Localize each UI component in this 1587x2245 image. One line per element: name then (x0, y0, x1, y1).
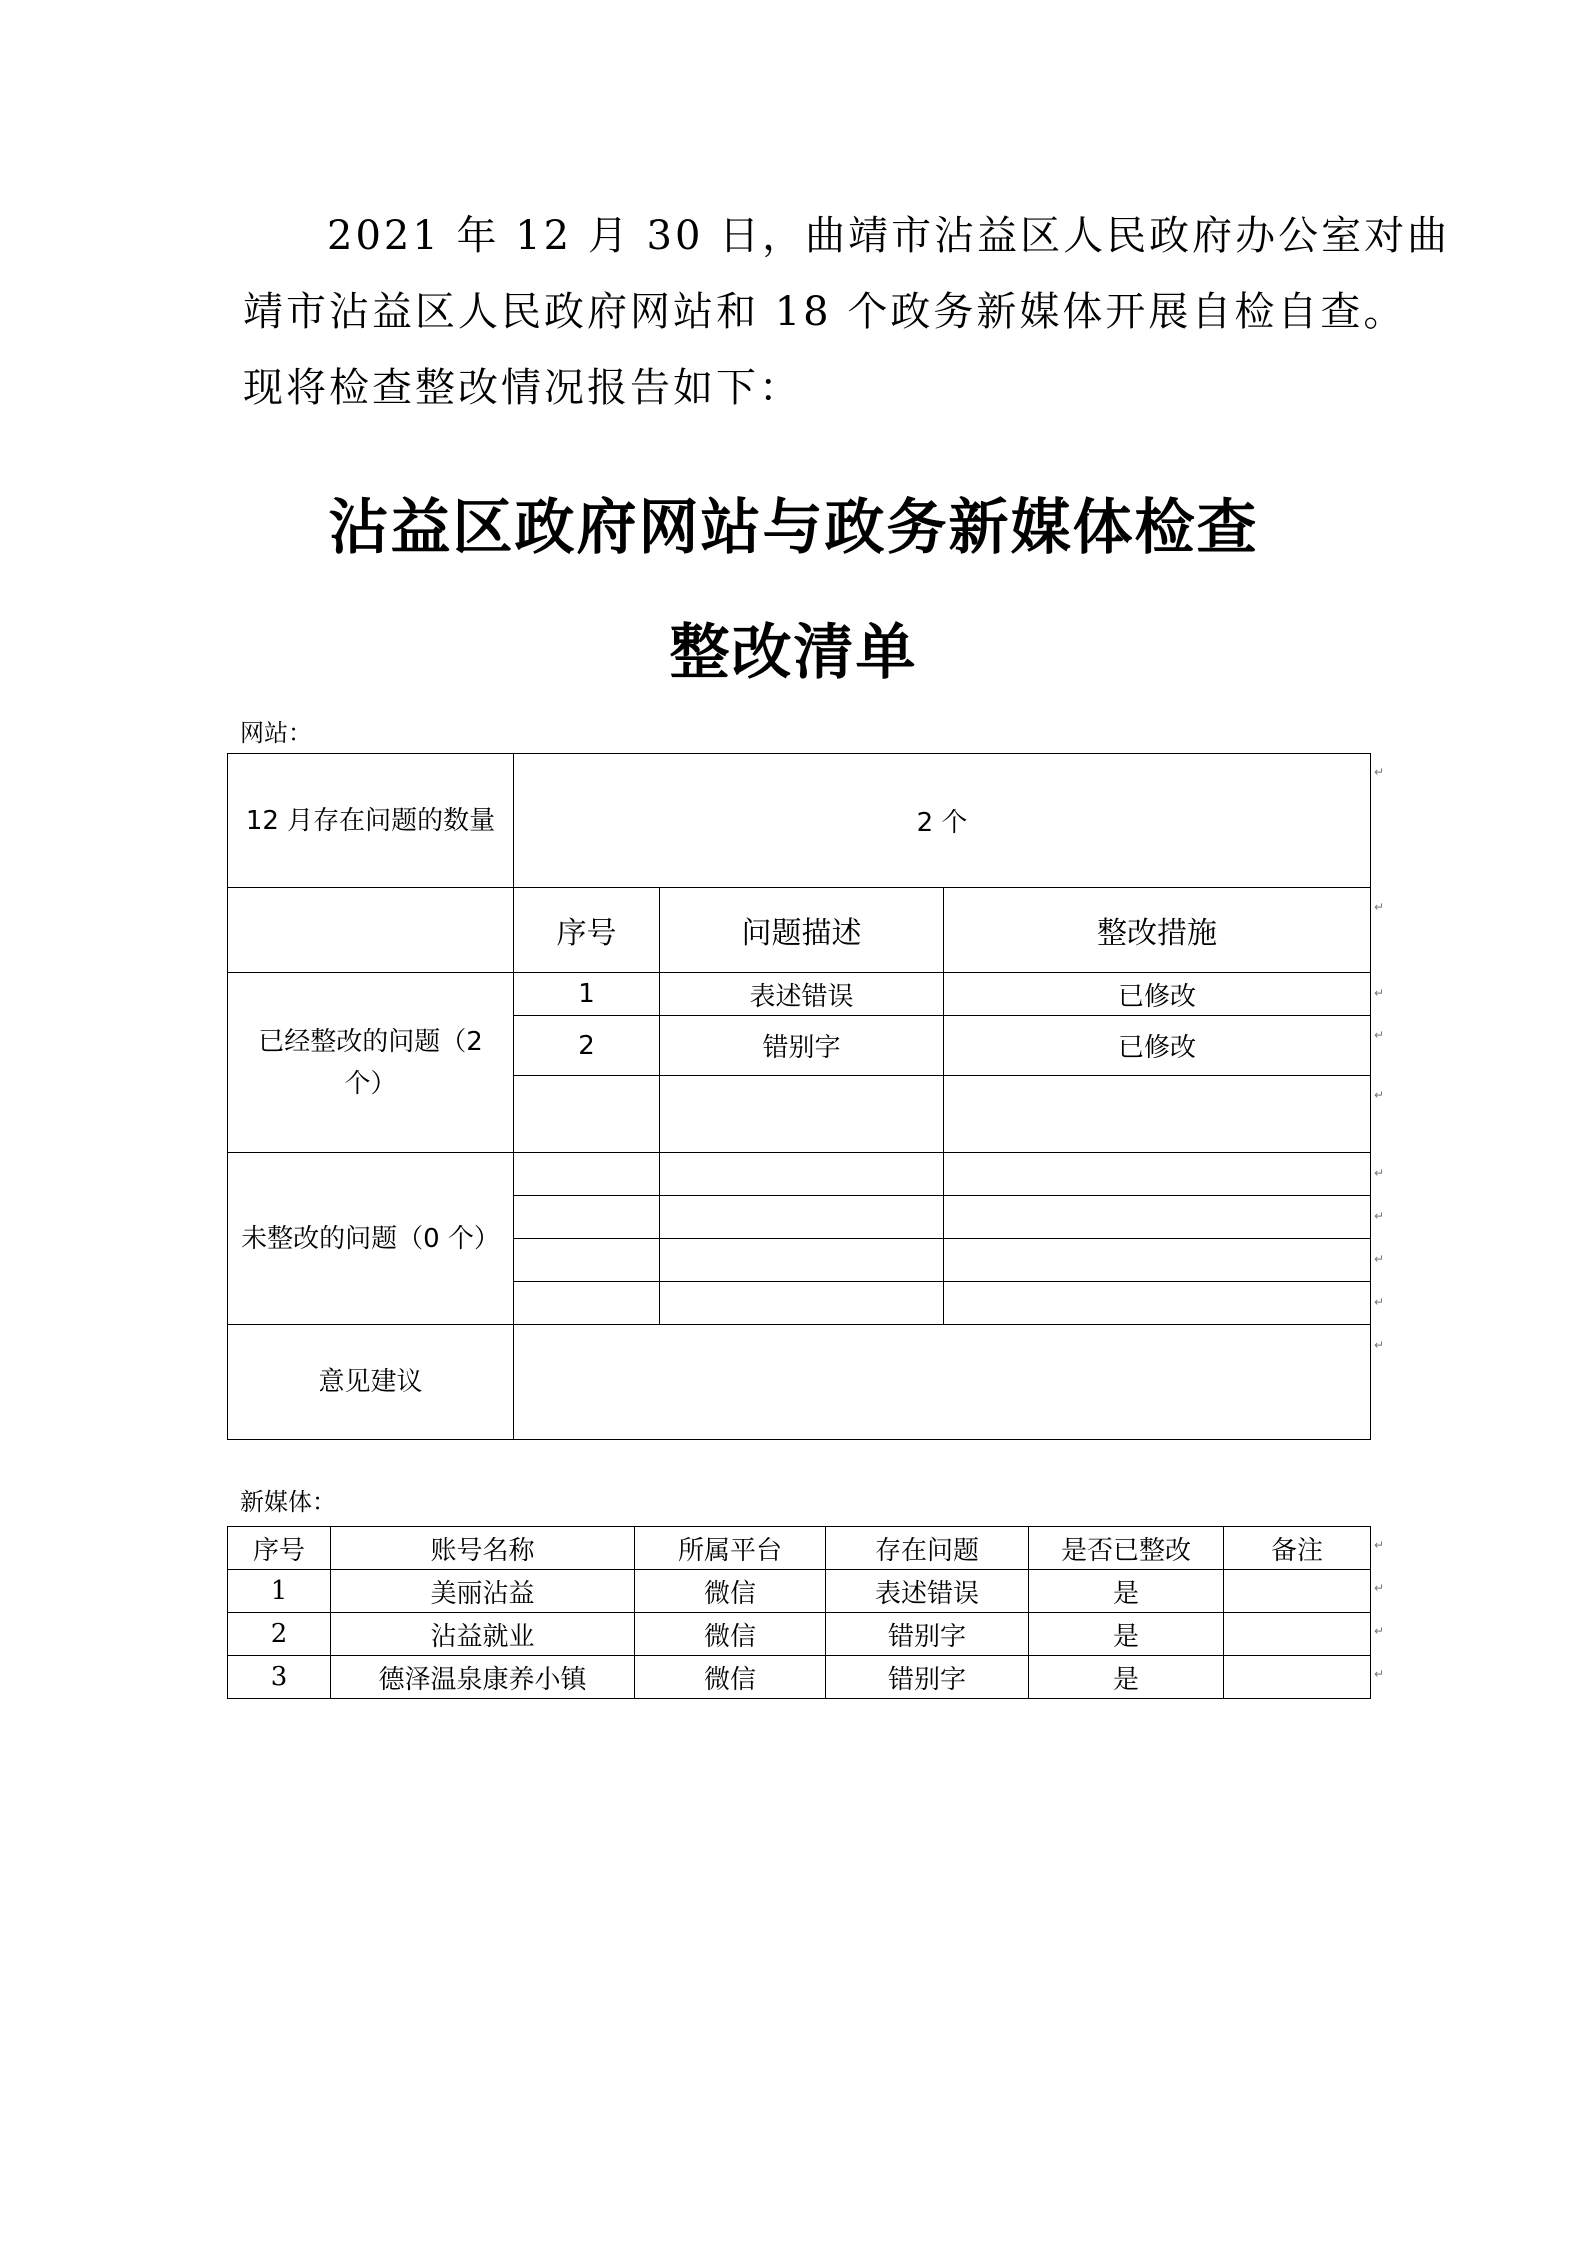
empty-cell (660, 1153, 944, 1196)
intro-line-1: 2021 年 12 月 30 日，曲靖市沾益区人民政府办公室对曲 (327, 213, 1451, 259)
table-row (228, 973, 1371, 1016)
row-account-name: 沾益就业 (331, 1613, 635, 1656)
new-media-section-label: 新媒体： (240, 1488, 336, 1516)
row-note (1224, 1656, 1371, 1699)
problem-count-label: 12 月存在问题的数量 (228, 754, 514, 888)
fixed-problems-label: 已经整改的问题（2 个） (228, 973, 514, 1153)
empty-cell (944, 1282, 1371, 1325)
table-row (228, 754, 1371, 888)
table-row (228, 1570, 1371, 1613)
row-end-mark-icon: ↵ (1374, 1028, 1385, 1042)
website-rectification-table (227, 753, 1371, 1440)
empty-cell (514, 1076, 660, 1153)
row-fixed: 是 (1029, 1570, 1224, 1613)
empty-cell (228, 888, 514, 973)
row-account-name: 德泽温泉康养小镇 (331, 1656, 635, 1699)
table-header-row (228, 1527, 1371, 1570)
row-end-mark-icon: ↵ (1374, 1624, 1385, 1638)
row-note (1224, 1570, 1371, 1613)
empty-cell (514, 1196, 660, 1239)
row-end-mark-icon: ↵ (1374, 986, 1385, 1000)
row-end-mark-icon: ↵ (1374, 900, 1385, 914)
row-account-name: 美丽沾益 (331, 1570, 635, 1613)
header-number: 序号 (514, 888, 660, 973)
row-number: 2 (228, 1613, 331, 1656)
row-fixed: 是 (1029, 1613, 1224, 1656)
empty-cell (660, 1282, 944, 1325)
row-end-mark-icon: ↵ (1374, 1209, 1385, 1223)
row-end-mark-icon: ↵ (1374, 765, 1385, 779)
table-row (228, 1656, 1371, 1699)
empty-cell (944, 1076, 1371, 1153)
intro-paragraph (243, 198, 1451, 426)
empty-cell (660, 1239, 944, 1282)
fixed-row-number: 2 (514, 1016, 660, 1076)
empty-cell (944, 1153, 1371, 1196)
header-issue: 存在问题 (826, 1527, 1029, 1570)
row-platform: 微信 (635, 1613, 826, 1656)
empty-cell (514, 1153, 660, 1196)
row-end-mark-icon: ↵ (1374, 1252, 1385, 1266)
header-platform: 所属平台 (635, 1527, 826, 1570)
table-row (228, 1325, 1371, 1440)
row-number: 3 (228, 1656, 331, 1699)
fixed-row-measure: 已修改 (944, 1016, 1371, 1076)
header-note: 备注 (1224, 1527, 1371, 1570)
suggestions-label: 意见建议 (228, 1325, 514, 1440)
row-issue: 错别字 (826, 1656, 1029, 1699)
row-end-mark-icon: ↵ (1374, 1088, 1385, 1102)
row-note (1224, 1613, 1371, 1656)
row-issue: 错别字 (826, 1613, 1029, 1656)
row-platform: 微信 (635, 1656, 826, 1699)
row-end-mark-icon: ↵ (1374, 1538, 1385, 1552)
header-number: 序号 (228, 1527, 331, 1570)
header-account-name: 账号名称 (331, 1527, 635, 1570)
empty-cell (944, 1196, 1371, 1239)
row-end-mark-icon: ↵ (1374, 1581, 1385, 1595)
fixed-row-number: 1 (514, 973, 660, 1016)
new-media-table (227, 1526, 1371, 1699)
row-end-mark-icon: ↵ (1374, 1338, 1385, 1352)
suggestions-value (514, 1325, 1371, 1440)
table-header-row (228, 888, 1371, 973)
table-row (228, 1613, 1371, 1656)
unfixed-problems-label: 未整改的问题（0 个） (228, 1153, 514, 1325)
intro-line-3: 现将检查整改情况报告如下： (243, 365, 802, 411)
row-number: 1 (228, 1570, 331, 1613)
header-description: 问题描述 (660, 888, 944, 973)
website-section-label: 网站： (240, 719, 312, 747)
row-issue: 表述错误 (826, 1570, 1029, 1613)
row-end-mark-icon: ↵ (1374, 1166, 1385, 1180)
row-end-mark-icon: ↵ (1374, 1667, 1385, 1681)
table-row (228, 1153, 1371, 1196)
fixed-row-description: 表述错误 (660, 973, 944, 1016)
empty-cell (660, 1076, 944, 1153)
fixed-row-measure: 已修改 (944, 973, 1371, 1016)
row-fixed: 是 (1029, 1656, 1224, 1699)
document-title-line-2: 整改清单 (669, 618, 918, 688)
row-end-mark-icon: ↵ (1374, 1295, 1385, 1309)
empty-cell (944, 1239, 1371, 1282)
header-measure: 整改措施 (944, 888, 1371, 973)
problem-count-value: 2 个 (514, 754, 1371, 888)
intro-line-2: 靖市沾益区人民政府网站和 18 个政务新媒体开展自检自查。 (243, 289, 1407, 335)
empty-cell (514, 1282, 660, 1325)
fixed-row-description: 错别字 (660, 1016, 944, 1076)
document-title-line-1: 沾益区政府网站与政务新媒体检查 (328, 493, 1259, 563)
row-platform: 微信 (635, 1570, 826, 1613)
empty-cell (660, 1196, 944, 1239)
empty-cell (514, 1239, 660, 1282)
header-fixed: 是否已整改 (1029, 1527, 1224, 1570)
